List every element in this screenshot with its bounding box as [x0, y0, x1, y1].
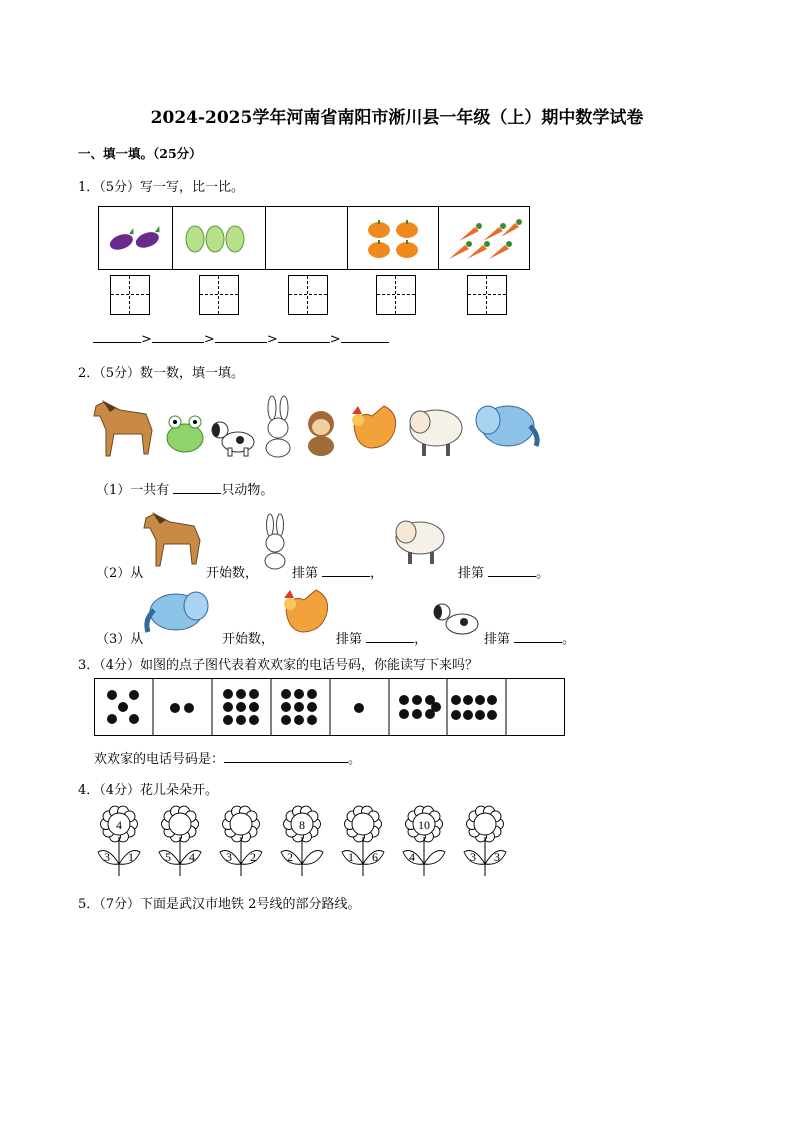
q1-picture-table — [98, 206, 530, 270]
flower-icon — [399, 806, 449, 878]
question-5-prompt: 5．（7分）下面是武汉市地铁 2号线的部分路线。 — [78, 897, 361, 912]
flower-right-leaf-number: 4 — [189, 850, 195, 864]
q2-animal-row — [90, 392, 550, 462]
pumpkin-icon — [365, 219, 421, 261]
answer-blank[interactable] — [152, 330, 204, 343]
greater-than-sign: > — [203, 332, 215, 347]
q2-part2-rank — [292, 562, 383, 581]
q2-part2-start: 开始数， — [206, 566, 259, 581]
question-3-prompt: 3．（4分）如图的点子图代表着欢欢家的电话号码，你能读写下来吗？ — [78, 658, 479, 673]
answer-blank[interactable] — [341, 330, 389, 343]
answer-blank[interactable] — [278, 330, 330, 343]
greater-than-sign: > — [329, 332, 341, 347]
comma: ， — [414, 632, 428, 647]
rooster-icon — [276, 584, 336, 640]
answer-blank[interactable] — [215, 330, 267, 343]
carrot-icon — [445, 215, 525, 263]
q2-part2-rank2 — [458, 562, 549, 581]
dot-diagram-table — [94, 678, 566, 738]
q2-part3-rank2 — [484, 628, 575, 647]
comma: ， — [370, 566, 384, 581]
answer-blank[interactable] — [224, 750, 348, 763]
flower-right-leaf-number: 3 — [494, 850, 500, 864]
elephant-icon — [140, 584, 216, 640]
greater-than-sign: > — [266, 332, 278, 347]
flower-right-leaf-number: 1 — [128, 850, 134, 864]
answer-blank[interactable] — [322, 564, 370, 577]
flower-left-leaf-number: 3 — [470, 850, 476, 864]
greater-than-sign: > — [141, 332, 152, 347]
horse-icon — [140, 506, 206, 568]
flower-row — [94, 806, 514, 880]
dog-icon — [432, 600, 482, 640]
answer-blank[interactable] — [488, 564, 536, 577]
eggplant-icon — [107, 225, 163, 255]
rabbit-icon — [260, 396, 296, 458]
flower-icon — [155, 806, 205, 878]
period: 。 — [536, 566, 550, 581]
rooster-icon — [344, 398, 402, 458]
question-2-prompt: 2．（5分）数一数，填一填。 — [78, 366, 245, 381]
period: 。 — [348, 752, 362, 767]
cabbage-icon — [183, 223, 257, 255]
q2-part2-label: （2）从 — [96, 566, 144, 581]
flower-center-number: 10 — [418, 818, 430, 832]
q1-comparison-row — [93, 330, 389, 347]
flower-left-leaf-number: 5 — [165, 850, 171, 864]
flower-right-leaf-number: 2 — [250, 850, 256, 864]
flower-icon — [94, 806, 144, 878]
q3-answer — [94, 748, 361, 767]
q2-part3-rank — [336, 628, 427, 647]
writing-box[interactable] — [199, 275, 239, 315]
q2-part1 — [96, 479, 273, 498]
writing-box[interactable] — [467, 275, 507, 315]
flower-left-leaf-number: 3 — [226, 850, 232, 864]
question-1-prompt: 1．（5分）写一写，比一比。 — [78, 180, 245, 195]
answer-blank[interactable] — [514, 630, 562, 643]
question-4-prompt: 4．（4分）花儿朵朵开。 — [78, 783, 219, 798]
elephant-icon — [474, 396, 544, 456]
flower-icon — [216, 806, 266, 878]
horse-icon — [90, 394, 160, 458]
flower-left-leaf-number: 1 — [348, 850, 354, 864]
flower-left-leaf-number: 2 — [287, 850, 293, 864]
rank-label: 排第 — [484, 632, 511, 647]
answer-blank[interactable] — [173, 481, 221, 494]
answer-blank[interactable] — [93, 330, 141, 343]
flower-left-leaf-number: 3 — [104, 850, 110, 864]
monkey-icon — [300, 408, 342, 458]
flower-center-number: 4 — [116, 818, 122, 832]
q2-part1-suffix: 只动物。 — [221, 483, 274, 498]
writing-box[interactable] — [110, 275, 150, 315]
section-heading: 一、填一填。（25分） — [78, 146, 202, 161]
rank-label: 排第 — [292, 566, 319, 581]
rank-label: 排第 — [458, 566, 485, 581]
page-title: 2024-2025学年河南省南阳市淅川县一年级（上）期中数学试卷 — [150, 108, 644, 128]
writing-box[interactable] — [376, 275, 416, 315]
flower-center-number: 8 — [299, 818, 305, 832]
sheep-icon — [402, 400, 464, 458]
frog-icon — [162, 412, 208, 458]
rank-label: 排第 — [336, 632, 363, 647]
flower-left-leaf-number: 4 — [409, 850, 415, 864]
flower-icon — [460, 806, 510, 878]
sheep-icon — [390, 512, 446, 568]
flower-icon — [277, 806, 327, 878]
period: 。 — [562, 632, 576, 647]
dog-icon — [210, 418, 258, 458]
q2-part1-label: （1）一共有 — [96, 483, 170, 498]
q2-part3-label: （3）从 — [96, 632, 144, 647]
writing-box[interactable] — [288, 275, 328, 315]
flower-icon — [338, 806, 388, 878]
q2-part3-start: 开始数， — [222, 632, 275, 647]
flower-right-leaf-number: 6 — [372, 850, 378, 864]
q3-answer-label: 欢欢家的电话号码是： — [94, 752, 225, 767]
rabbit-icon — [260, 514, 290, 570]
answer-blank[interactable] — [366, 630, 414, 643]
